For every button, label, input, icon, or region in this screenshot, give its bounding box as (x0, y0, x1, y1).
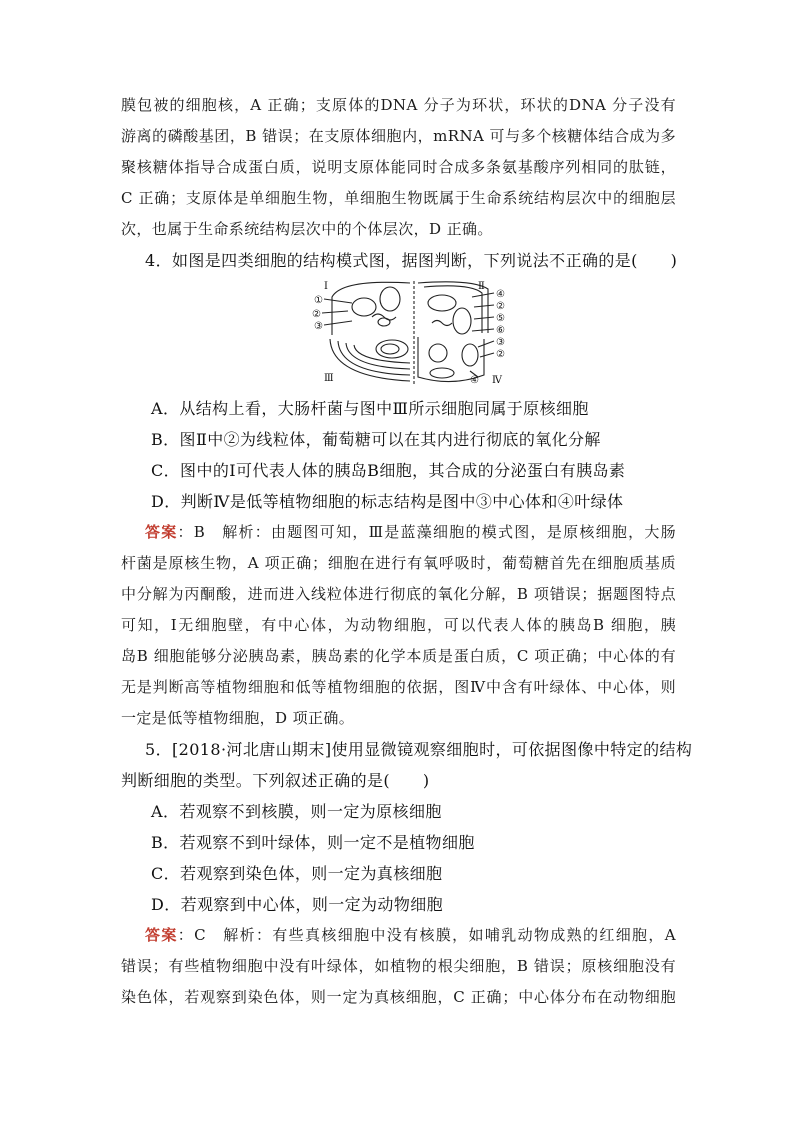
mitochondrion-shape (352, 298, 376, 316)
text-line: 游离的磷酸基团，B 错误；在支原体细胞内，mRNA 可与多个核糖体结合成为多 (121, 127, 676, 145)
question-5-option-d: D．若观察到中心体，则一定为动物细胞 (151, 895, 444, 914)
question-4-stem: 4．如图是四类细胞的结构模式图，据图判断，下列说法不正确的是( ) (145, 251, 678, 270)
text-line: 岛B 细胞能够分泌胰岛素，胰岛素的化学本质是蛋白质，C 项正确；中心体的有 (121, 647, 676, 665)
label-2: ② (312, 309, 321, 320)
text-line: 错误；有些植物细胞中没有叶绿体，如植物的根尖细胞，B 错误；原核细胞没有 (121, 957, 676, 975)
label-3: ③ (314, 321, 323, 332)
chloroplast-shape (428, 295, 456, 311)
label-1: ① (314, 295, 323, 306)
question-5-option-b: B．若观察不到叶绿体，则一定不是植物细胞 (151, 833, 475, 852)
cell-structure-figure (302, 277, 527, 389)
question-5-option-c: C．若观察到染色体，则一定为真核细胞 (151, 864, 443, 883)
text-line: 中分解为丙酮酸，进而进入线粒体进行彻底的氧化分解，B 项错误；据题图特点 (121, 585, 676, 603)
question-4-option-c: C．图中的Ⅰ可代表人体的胰岛B细胞，其合成的分泌蛋白有胰岛素 (151, 461, 626, 480)
label-2: ② (496, 301, 505, 312)
answer-text: ：B 解析：由题图可知，Ⅲ是蓝藻细胞的模式图，是原核细胞，大肠 (177, 523, 676, 541)
text-line: C 正确；支原体是单细胞生物，单细胞生物既属于生命系统结构层次中的细胞层 (121, 189, 676, 207)
label-4: ④ (470, 375, 479, 386)
text-line: 杆菌是原核生物，A 项正确；细胞在进行有氧呼吸时，葡萄糖首先在细胞质基质 (121, 554, 676, 572)
question-4-option-d: D．判断Ⅳ是低等植物细胞的标志结构是图中③中心体和④叶绿体 (151, 492, 624, 511)
label-3: ③ (496, 337, 505, 348)
golgi-shape (380, 287, 400, 311)
label-III: Ⅲ (324, 373, 334, 384)
label-II: Ⅱ (478, 281, 485, 292)
label-6: ⑥ (496, 325, 505, 336)
question-4-answer (145, 517, 676, 548)
question-5-stem: 5．[2018·河北唐山期末]使用显微镜观察细胞时，可依据图像中特定的结构 (145, 740, 693, 759)
cell-I-membrane (332, 282, 410, 335)
label-2: ② (496, 349, 505, 360)
answer-text: ：C 解析：有些真核细胞中没有核膜，如哺乳动物成熟的红细胞，A (177, 926, 676, 944)
text-line: 膜包被的细胞核，A 正确；支原体的DNA 分子为环状，环状的DNA 分子没有 (121, 96, 676, 114)
label-IV: Ⅳ (492, 375, 502, 386)
question-5-stem: 判断细胞的类型。下列叙述正确的是( ) (121, 771, 430, 790)
text-line: 可知，Ⅰ无细胞壁，有中心体，为动物细胞，可以代表人体的胰岛B 细胞，胰 (121, 616, 676, 634)
answer-label: 答案 (145, 523, 178, 541)
text-line: 无是判断高等植物细胞和低等植物细胞的依据，图Ⅳ中含有叶绿体、中心体，则 (121, 678, 676, 696)
label-4: ④ (496, 289, 505, 300)
answer-label: 答案 (145, 926, 178, 944)
text-line: 一定是低等植物细胞，D 项正确。 (121, 709, 355, 727)
question-4-option-b: B．图Ⅱ中②为线粒体，葡萄糖可以在其内进行彻底的氧化分解 (151, 430, 601, 449)
label-I: Ⅰ (324, 281, 328, 292)
question-5-option-a: A．若观察不到核膜，则一定为原核细胞 (151, 802, 442, 821)
label-5: ⑤ (496, 313, 505, 324)
question-5-answer (145, 920, 676, 951)
question-4-option-a: A．从结构上看，大肠杆菌与图中Ⅲ所示细胞同属于原核细胞 (151, 399, 589, 418)
text-line: 聚核糖体指导合成蛋白质，说明支原体能同时合成多条氨基酸序列相同的肽链， (121, 158, 676, 176)
text-line: 染色体，若观察到染色体，则一定为真核细胞，C 正确；中心体分布在动物细胞 (121, 988, 676, 1006)
text-line: 次，也属于生命系统结构层次中的个体层次，D 正确。 (121, 220, 493, 238)
